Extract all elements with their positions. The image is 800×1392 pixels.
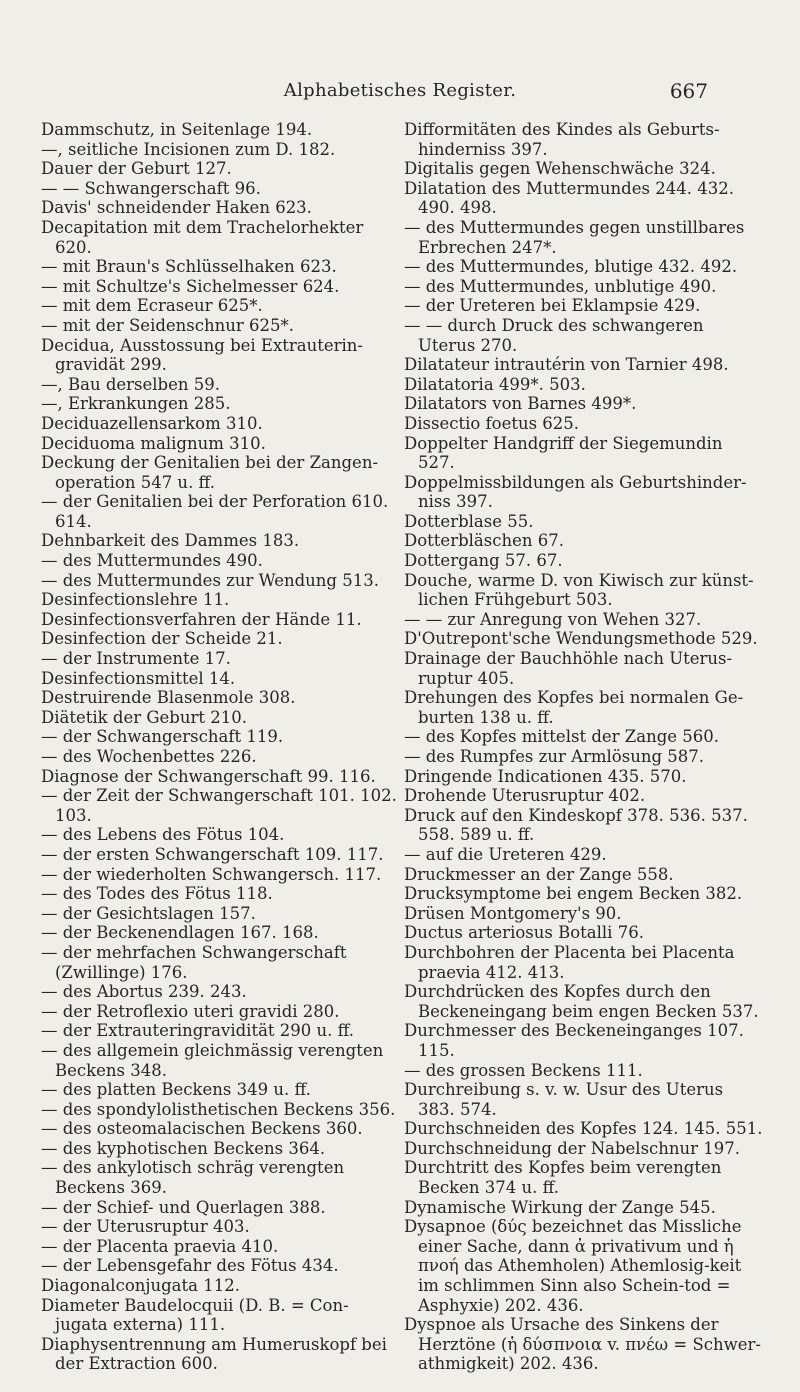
- index-entry: — der ersten Schwangerschaft 109. 117.: [41, 844, 384, 864]
- index-entry: Durchschneiden des Kopfes 124. 145. 551.: [404, 1119, 763, 1139]
- index-entry: Desinfectionsmittel 14.: [41, 668, 236, 688]
- index-column-left: [41, 120, 397, 1374]
- index-entry: Deckung der Genitalien bei der Zangen-operation 547 u. ff.: [41, 453, 379, 492]
- index-column-right: [404, 120, 764, 1374]
- index-entry: Doppelmissbildungen als Geburtshinder-niss 397.: [404, 472, 747, 512]
- index-entry: — des Muttermundes, unblutige 490.: [404, 276, 717, 296]
- index-entry: Dotterblase 55.: [404, 511, 534, 531]
- index-entry: — des ankylotisch schräg verengten Beckens 369.: [41, 1158, 345, 1198]
- index-entry: Durchbohren der Placenta bei Placenta praevia 412. 413.: [404, 942, 735, 982]
- index-entry: Digitalis gegen Wehenschwäche 324.: [404, 159, 716, 179]
- index-entry: — des Lebens des Fötus 104.: [41, 825, 285, 845]
- index-entry: Decidua, Ausstossung bei Extrauterin-gravidät 299.: [41, 335, 364, 375]
- index-entry: — der Extrauteringravidität 290 u. ff.: [41, 1021, 355, 1041]
- index-entry: Dynamische Wirkung der Zange 545.: [404, 1197, 716, 1217]
- index-entry: Dotterbläschen 67.: [404, 531, 564, 551]
- index-entry: Durchmesser des Beckeneinganges 107. 115.: [404, 1021, 744, 1060]
- index-entry: — des Rumpfes zur Armlösung 587.: [404, 747, 705, 766]
- index-entry: Dehnbarkeit des Dammes 183.: [41, 531, 300, 551]
- index-entry: Dissectio foetus 625.: [404, 413, 580, 433]
- index-entry: —, seitliche Incisionen zum D. 182.: [41, 139, 336, 159]
- index-entry: — des Muttermundes zur Wendung 513.: [41, 570, 379, 590]
- index-entry: — des Muttermundes gegen unstillbares Erbrechen 247*.: [404, 217, 745, 257]
- index-entry: Durchdrücken des Kopfes durch den Beckeneingang beim engen Becken 537.: [404, 982, 759, 1021]
- index-entry: Dilatation des Muttermundes 244. 432. 490. 498.: [404, 178, 734, 218]
- index-entry: Dyspnoe als Ursache des Sinkens der Herztöne (ἡ δύσπνοια v. πνέω = Schwer-athmigkeit) 202. 436.: [404, 1315, 761, 1374]
- index-entry: — der Zeit der Schwangerschaft 101. 102. 103.: [41, 786, 397, 825]
- index-entry: — der Placenta praevia 410.: [41, 1236, 279, 1256]
- index-entry: Dilatatoria 499*. 503.: [404, 374, 586, 394]
- index-entry: — mit Schultze's Sichelmesser 624.: [41, 276, 340, 296]
- index-entry: — des Muttermundes 490.: [41, 551, 263, 571]
- index-entry: Desinfectionsverfahren der Hände 11.: [41, 609, 362, 629]
- index-entry: — des platten Beckens 349 u. ff.: [41, 1080, 311, 1100]
- index-entry: — — durch Druck des schwangeren Uterus 270.: [404, 315, 704, 355]
- index-entry: Ductus arteriosus Botalli 76.: [404, 923, 644, 943]
- index-entry: Diameter Baudelocquii (D. B. = Con-jugata externa) 111.: [41, 1295, 349, 1335]
- index-entry: Diagonalconjugata 112.: [41, 1276, 240, 1296]
- index-entry: Dauer der Geburt 127.: [41, 159, 232, 179]
- index-entry: Decapitation mit dem Trachelorhekter 620.: [41, 217, 364, 257]
- index-entry: Drohende Uterusruptur 402.: [404, 786, 646, 806]
- index-entry: Doppelter Handgriff der Siegemundin 527.: [404, 433, 723, 473]
- index-entry: — des Muttermundes, blutige 432. 492.: [404, 257, 738, 277]
- index-entry: — der Schief- und Querlagen 388.: [41, 1197, 326, 1217]
- page-number: 667: [669, 79, 708, 103]
- index-entry: Dilatateur intrautérin von Tarnier 498.: [404, 355, 729, 375]
- index-entry: — des grossen Beckens 111.: [404, 1060, 643, 1080]
- index-entry: Dysapnoe (δύς bezeichnet das Missliche einer Sache, dann ἀ privativum und ἡ πνοή das Athemholen) Athemlosig-keit im schlimmen Sinn also Schein-tod = Asphyxie) 202. 436.: [404, 1217, 742, 1315]
- index-entry: Drehungen des Kopfes bei normalen Ge-burten 138 u. ff.: [404, 688, 744, 727]
- index-entry: Deciduazellensarkom 310.: [41, 413, 263, 433]
- index-entry: — der Beckenendlagen 167. 168.: [41, 923, 319, 943]
- index-entry: Diaphysentrennung am Humeruskopf bei der Extraction 600.: [41, 1334, 387, 1374]
- index-entry: Deciduoma malignum 310.: [41, 433, 266, 453]
- index-entry: Durchtritt des Kopfes beim verengten Becken 374 u. ff.: [404, 1158, 722, 1198]
- index-entry: — mit der Seidenschnur 625*.: [41, 315, 295, 335]
- index-entry: — des Wochenbettes 226.: [41, 747, 257, 766]
- index-entry: Drainage der Bauchhöhle nach Uterus-ruptur 405.: [404, 649, 733, 688]
- index-entry: — der Uterusruptur 403.: [41, 1217, 250, 1237]
- index-entry: — des allgemein gleichmässig verengten Beckens 348.: [41, 1040, 384, 1080]
- index-entry: Destruirende Blasenmole 308.: [41, 688, 296, 708]
- index-entry: — der Instrumente 17.: [41, 649, 231, 669]
- index-entry: —, Bau derselben 59.: [41, 374, 220, 394]
- index-entry: — der mehrfachen Schwangerschaft (Zwillinge) 176.: [41, 942, 347, 982]
- index-entry: —, Erkrankungen 285.: [41, 394, 231, 414]
- index-entry: Druckmesser an der Zange 558.: [404, 864, 674, 884]
- index-entry: — der Ureteren bei Eklampsie 429.: [404, 296, 701, 316]
- index-entry: Dilatators von Barnes 499*.: [404, 394, 637, 414]
- index-entry: Davis' schneidender Haken 623.: [41, 198, 312, 218]
- index-entry: — der Schwangerschaft 119.: [41, 727, 284, 747]
- index-entry: — des kyphotischen Beckens 364.: [41, 1138, 326, 1158]
- index-entry: Druck auf den Kindeskopf 378. 536. 537. 558. 589 u. ff.: [404, 805, 748, 845]
- index-entry: Difformitäten des Kindes als Geburts-hinderniss 397.: [404, 120, 720, 159]
- index-entry: Dottergang 57. 67.: [404, 551, 563, 571]
- index-entry: — des Kopfes mittelst der Zange 560.: [404, 727, 720, 747]
- index-entry: — mit dem Ecraseur 625*.: [41, 296, 263, 316]
- index-entry: — mit Braun's Schlüsselhaken 623.: [41, 257, 337, 277]
- index-entry: Desinfectionslehre 11.: [41, 590, 230, 610]
- index-entry: — auf die Ureteren 429.: [404, 844, 607, 864]
- running-header: [0, 80, 800, 104]
- index-entry: Diagnose der Schwangerschaft 99. 116.: [41, 766, 376, 786]
- index-entry: Durchschneidung der Nabelschnur 197.: [404, 1138, 741, 1158]
- index-entry: — des Todes des Fötus 118.: [41, 884, 273, 904]
- index-entry: — der Gesichtslagen 157.: [41, 903, 256, 923]
- index-entry: Desinfection der Scheide 21.: [41, 629, 283, 649]
- index-entry: — der Lebensgefahr des Fötus 434.: [41, 1256, 339, 1276]
- index-entry: — der wiederholten Schwangersch. 117.: [41, 864, 382, 884]
- page-title: Alphabetisches Register.: [283, 80, 517, 101]
- index-entry: — der Genitalien bei der Perforation 610. 614.: [41, 492, 389, 531]
- index-entry: Durchreibung s. v. w. Usur des Uterus 383. 574.: [404, 1080, 724, 1119]
- index-entry: — — zur Anregung von Wehen 327.: [404, 609, 702, 629]
- index-entry: Drüsen Montgomery's 90.: [404, 903, 622, 923]
- index-entry: Douche, warme D. von Kiwisch zur künst-lichen Frühgeburt 503.: [404, 570, 754, 610]
- index-entry: — — Schwangerschaft 96.: [41, 178, 261, 198]
- index-entry: Dammschutz, in Seitenlage 194.: [41, 120, 313, 139]
- index-entry: — des osteomalacischen Beckens 360.: [41, 1119, 363, 1139]
- index-entry: Drucksymptome bei engem Becken 382.: [404, 884, 743, 904]
- index-entry: — des spondylolisthetischen Beckens 356.: [41, 1099, 396, 1119]
- index-entry: — der Retroflexio uteri gravidi 280.: [41, 1001, 340, 1021]
- index-entry: Dringende Indicationen 435. 570.: [404, 766, 687, 786]
- index-entry: — des Abortus 239. 243.: [41, 982, 247, 1002]
- index-entry: D'Outrepont'sche Wendungsmethode 529.: [404, 629, 758, 649]
- index-entry: Diätetik der Geburt 210.: [41, 707, 247, 727]
